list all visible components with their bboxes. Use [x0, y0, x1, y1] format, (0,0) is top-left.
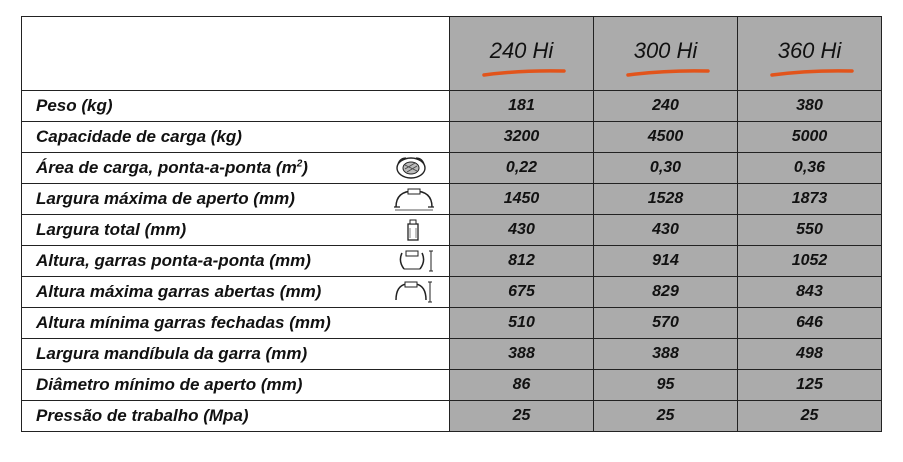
- table-row: [22, 91, 882, 122]
- row-label: Capacidade de carga (kg): [22, 122, 450, 153]
- value-cell: 181: [450, 91, 594, 122]
- row-label: Peso (kg): [22, 91, 450, 122]
- value-cell: 125: [738, 370, 882, 401]
- max-width-icon: [392, 187, 436, 211]
- value-cell: 25: [450, 401, 594, 432]
- total-width-icon: [405, 218, 421, 242]
- orange-underline-icon: [770, 68, 854, 78]
- table-row: [22, 184, 882, 215]
- model-header-240: [450, 17, 594, 91]
- row-label-cell: [22, 246, 450, 277]
- row-label-end: ): [302, 158, 308, 177]
- row-label-cell: [22, 277, 450, 308]
- value-cell: 0,36: [738, 153, 882, 184]
- value-cell: 1052: [738, 246, 882, 277]
- model-name: 240 Hi: [489, 37, 554, 63]
- row-label: Largura mandíbula da garra (mm): [22, 339, 450, 370]
- tip-height-icon: [396, 249, 436, 273]
- value-cell: 829: [594, 277, 738, 308]
- table-row: [22, 339, 882, 370]
- header-row: [22, 17, 882, 91]
- value-cell: 240: [594, 91, 738, 122]
- model-name: 360 Hi: [777, 37, 842, 63]
- value-cell: 570: [594, 308, 738, 339]
- orange-underline-icon: [482, 68, 566, 78]
- row-label: Área de carga, ponta-a-ponta (m: [36, 158, 297, 177]
- row-label-cell: [22, 215, 450, 246]
- row-label-cell: [22, 153, 450, 184]
- value-cell: 4500: [594, 122, 738, 153]
- header-empty-cell: [22, 17, 450, 91]
- value-cell: 430: [450, 215, 594, 246]
- row-label: Diâmetro mínimo de aperto (mm): [22, 370, 450, 401]
- row-label-cell: [22, 184, 450, 215]
- value-cell: 380: [738, 91, 882, 122]
- model-header-360: [738, 17, 882, 91]
- table-row: [22, 246, 882, 277]
- row-label: Largura total (mm): [36, 220, 187, 239]
- value-cell: 388: [594, 339, 738, 370]
- value-cell: 1450: [450, 184, 594, 215]
- row-label: Largura máxima de aperto (mm): [36, 189, 295, 208]
- superscript: 2: [296, 158, 303, 170]
- table-row: [22, 215, 882, 246]
- value-cell: 388: [450, 339, 594, 370]
- value-cell: 498: [738, 339, 882, 370]
- value-cell: 3200: [450, 122, 594, 153]
- model-header-300: [594, 17, 738, 91]
- value-cell: 550: [738, 215, 882, 246]
- value-cell: 25: [594, 401, 738, 432]
- value-cell: 5000: [738, 122, 882, 153]
- table-row: [22, 401, 882, 432]
- specifications-table: [21, 16, 882, 432]
- row-label: Altura máxima garras abertas (mm): [36, 282, 322, 301]
- value-cell: 1528: [594, 184, 738, 215]
- open-height-icon: [392, 280, 434, 304]
- value-cell: 812: [450, 246, 594, 277]
- value-cell: 95: [594, 370, 738, 401]
- table-row: [22, 370, 882, 401]
- orange-underline-icon: [626, 68, 710, 78]
- value-cell: 646: [738, 308, 882, 339]
- table-row: [22, 308, 882, 339]
- grab-area-icon: [394, 156, 428, 180]
- value-cell: 1873: [738, 184, 882, 215]
- value-cell: 0,30: [594, 153, 738, 184]
- value-cell: 843: [738, 277, 882, 308]
- table-row: [22, 122, 882, 153]
- value-cell: 914: [594, 246, 738, 277]
- row-label: Pressão de trabalho (Mpa): [22, 401, 450, 432]
- value-cell: 430: [594, 215, 738, 246]
- value-cell: 675: [450, 277, 594, 308]
- value-cell: 25: [738, 401, 882, 432]
- model-name: 300 Hi: [633, 37, 698, 63]
- value-cell: 0,22: [450, 153, 594, 184]
- table-row: [22, 277, 882, 308]
- value-cell: 86: [450, 370, 594, 401]
- row-label: Altura, garras ponta-a-ponta (mm): [36, 251, 311, 270]
- row-label: Altura mínima garras fechadas (mm): [22, 308, 450, 339]
- value-cell: 510: [450, 308, 594, 339]
- table-row: [22, 153, 882, 184]
